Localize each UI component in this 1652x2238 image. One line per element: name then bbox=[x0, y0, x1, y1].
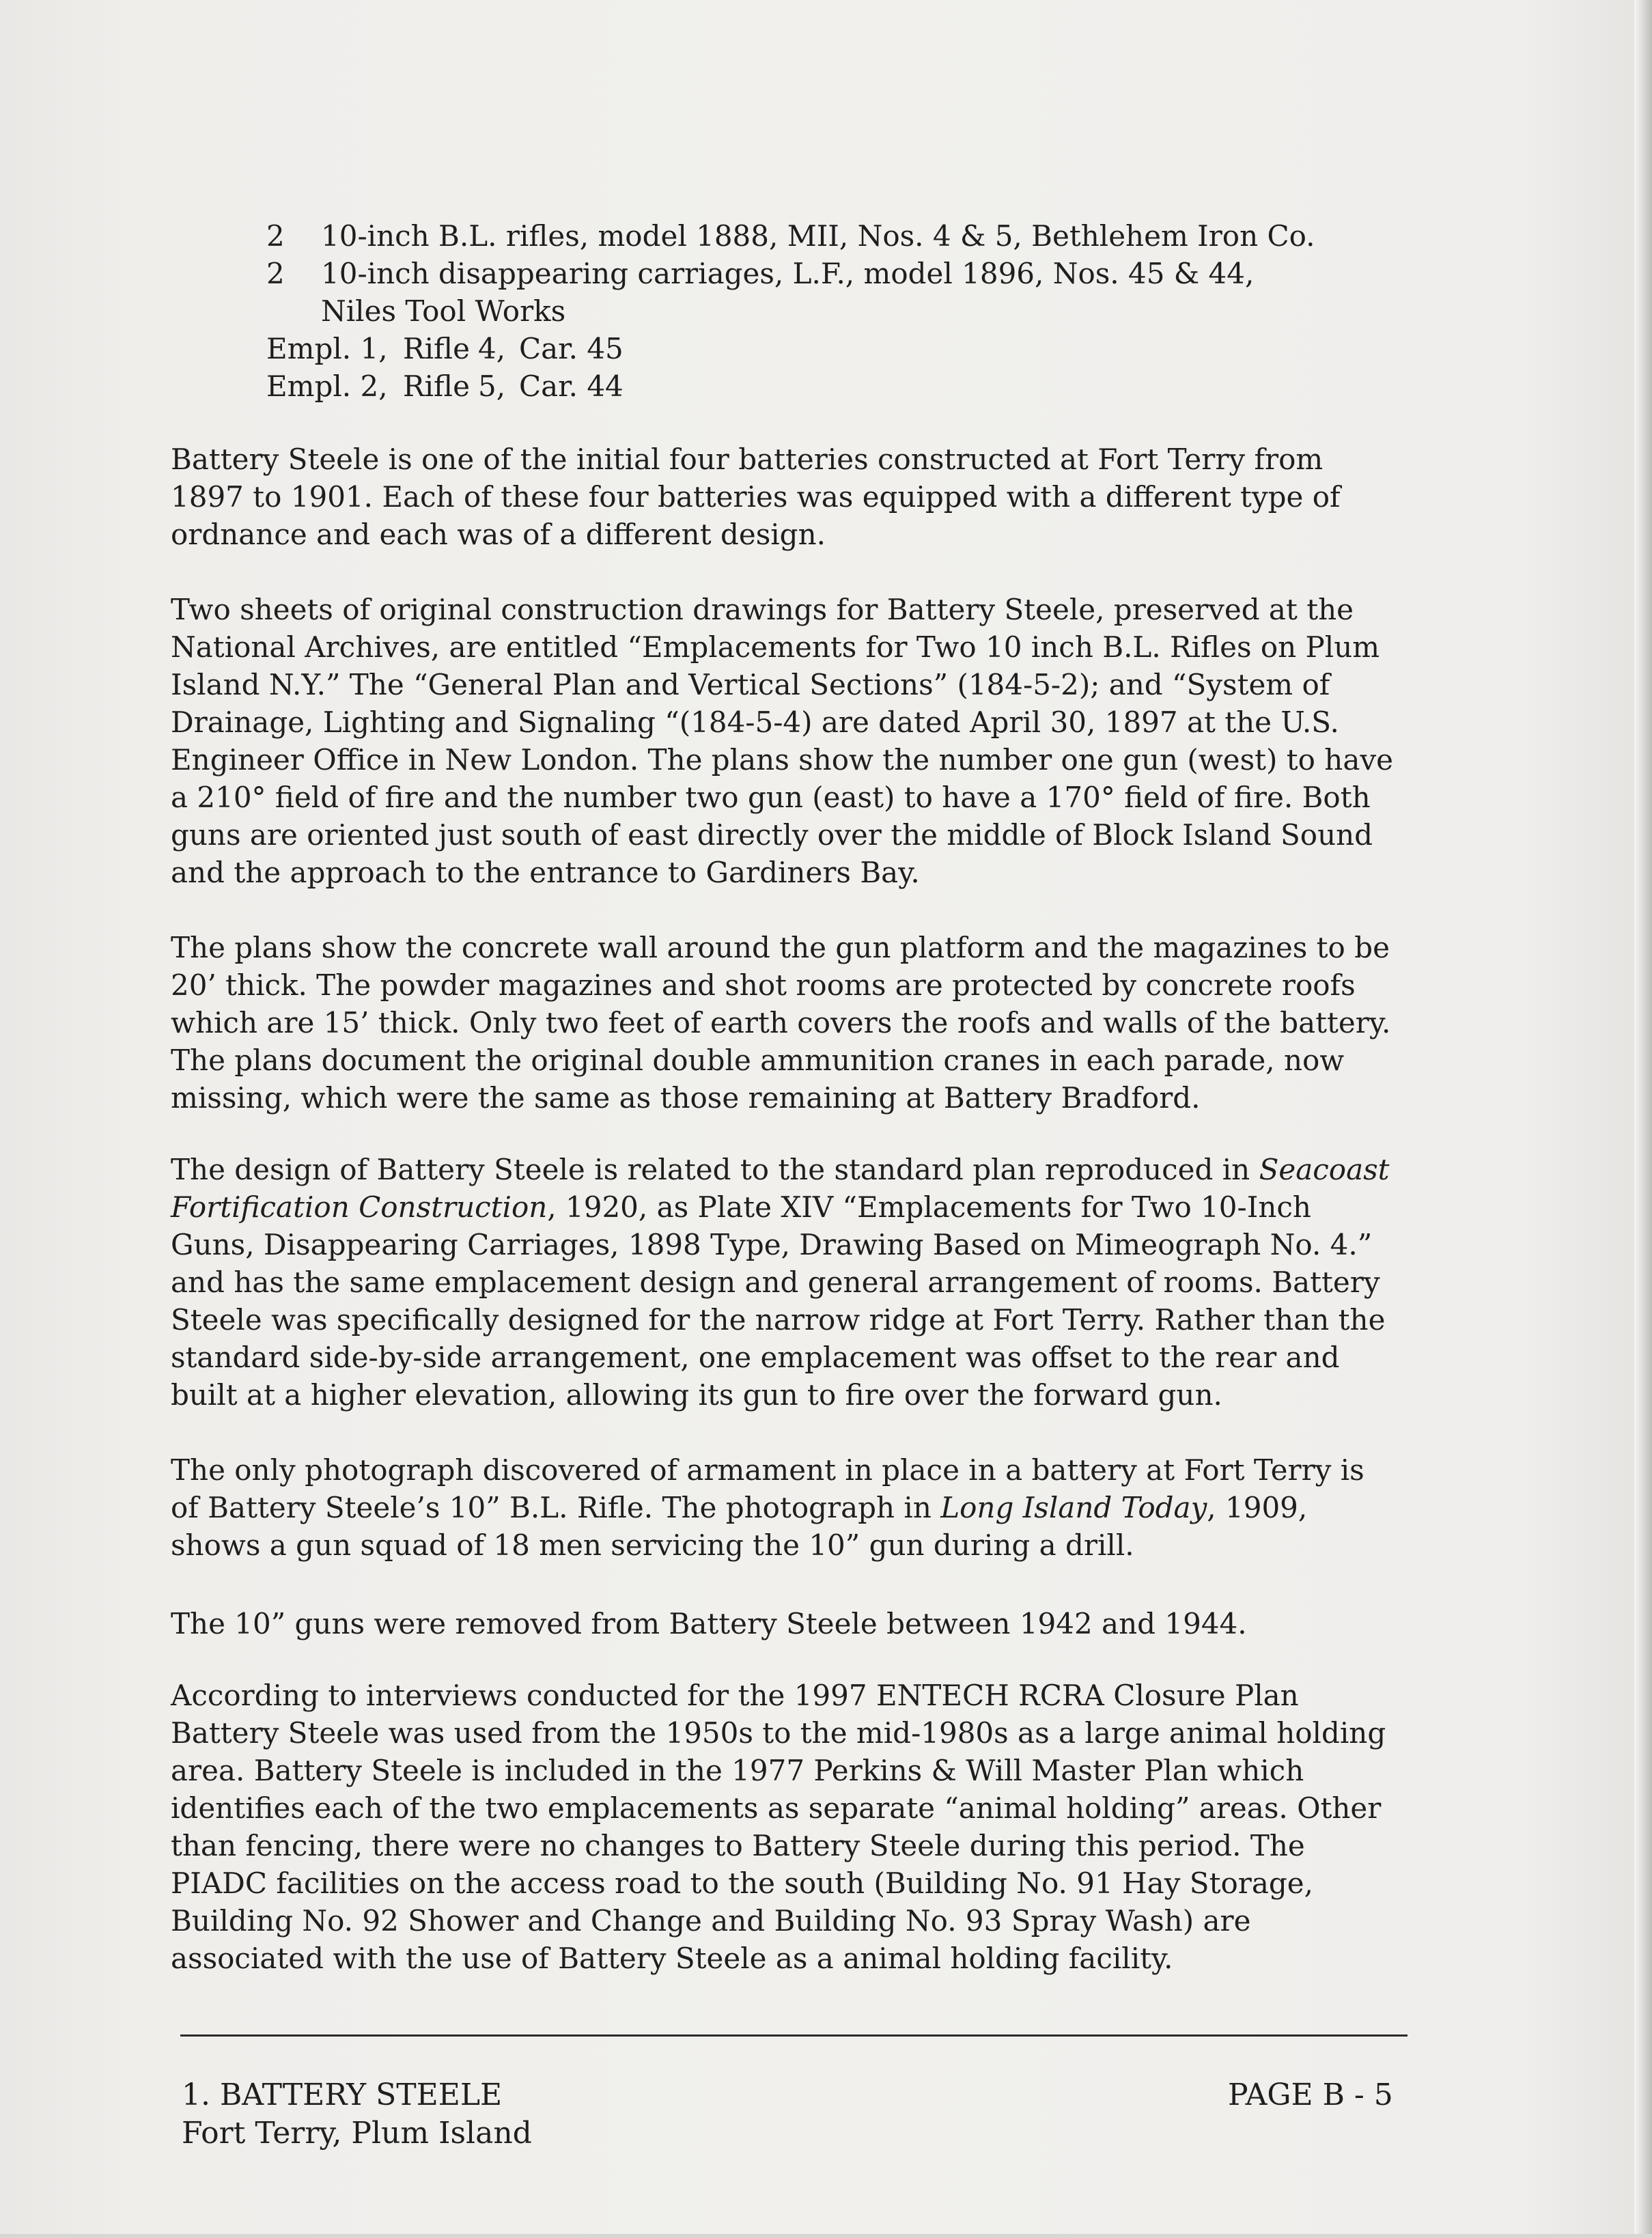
rifle-number: 5, bbox=[478, 369, 506, 403]
paragraph-text-b: , 1920, as Plate XIV “Emplacements for Two 10-Inch Guns, Disappearing Carriages, 1898 Type, Drawing Based on Mimeograph No. 4.” and has the same emplacement design and general arrangement of rooms. Battery Steele was specifically designed for the narrow ridge at Fort Terry. Rather than the standard side-by-side arrangement, one emplacement was offset to the rear and built at a higher elevation, allowing its gun to fire over the forward gun. bbox=[171, 1190, 1386, 1412]
emplacement-row bbox=[266, 330, 1427, 367]
page-number: PAGE B - 5 bbox=[1228, 2078, 1393, 2112]
publication-title: Long Island Today bbox=[940, 1491, 1207, 1524]
paragraph bbox=[171, 440, 1400, 553]
rifle-label: Rifle bbox=[403, 369, 470, 403]
emplacement-label: Empl. 2, bbox=[266, 369, 388, 403]
emplacement-row bbox=[266, 367, 1427, 405]
footer-section bbox=[182, 2076, 532, 2153]
paragraph bbox=[171, 1677, 1400, 1977]
publication-title: Seacoast Fortification Construction bbox=[171, 1153, 1390, 1224]
paragraph-text: According to interviews conducted for the 1997 ENTECH RCRA Closure Plan Battery Steele was used from the 1950s to the mid-1980s as a large animal holding area. Battery Steele is included in the 1977 Perkins & Will Master Plan which identifies each of the two emplacements as separate “animal holding” areas. Other than fencing, there were no changes to Battery Steele during this period. The PIADC facilities on the access road to the south (Building No. 91 Hay Storage, Building No. 92 Shower and Change and Building No. 93 Spray Wash) are associated with the use of Battery Steele as a animal holding facility. bbox=[171, 1679, 1386, 1975]
paragraph-text: The 10” guns were removed from Battery Steele between 1942 and 1944. bbox=[171, 1607, 1247, 1640]
paragraph-text bbox=[171, 1451, 1400, 1564]
footer-divider bbox=[180, 2034, 1408, 2037]
carriage-label: Car. 45 bbox=[519, 332, 624, 365]
emplacement-label: Empl. 1, bbox=[266, 332, 388, 365]
section-title: 1. BATTERY STEELE bbox=[182, 2078, 503, 2112]
armament-list bbox=[266, 217, 1427, 405]
paragraph-text bbox=[171, 1151, 1400, 1414]
list-item-count: 2 bbox=[266, 219, 285, 253]
page-bottom-edge bbox=[0, 2234, 1652, 2238]
paragraph bbox=[171, 591, 1400, 891]
paragraph-text-a: The only photograph discovered of armament in place in a battery at Fort Terry is of Battery Steele’s 10” B.L. Rifle. The photograph in bbox=[171, 1453, 1364, 1524]
rifle-label: Rifle bbox=[403, 332, 470, 365]
paragraph-text: The plans show the concrete wall around the gun platform and the magazines to be 20’ thick. The powder magazines and shot rooms are protected by concrete roofs which are 15’ thick. Only two feet of earth covers the roofs and walls of the battery. The plans document the original double ammunition cranes in each parade, now missing, which were the same as those remaining at Battery Bradford. bbox=[171, 931, 1391, 1115]
paragraph-text: Two sheets of original construction drawings for Battery Steele, preserved at the National Archives, are entitled “Emplacements for Two 10 inch B.L. Rifles on Plum Island N.Y.” The “General Plan and Vertical Sections” (184-5-2); and “System of Drainage, Lighting and Signaling “(184-5-4) are dated April 30, 1897 at the U.S. Engineer Office in New London. The plans show the number one gun (west) to have a 210° field of fire and the number two gun (east) to have a 170° field of fire. Both guns are oriented just south of east directly over the middle of Block Island Sound and the approach to the entrance to Gardiners Bay. bbox=[171, 593, 1393, 889]
paragraph bbox=[171, 1451, 1400, 1564]
carriage-label: Car. 44 bbox=[519, 369, 624, 403]
paragraph bbox=[171, 929, 1400, 1117]
list-item-text: Niles Tool Works bbox=[321, 294, 566, 328]
list-item bbox=[266, 292, 1427, 330]
paragraph bbox=[171, 1151, 1400, 1414]
list-item-text: 10-inch disappearing carriages, L.F., model 1896, Nos. 45 & 44, bbox=[321, 257, 1255, 290]
paragraph-text: Battery Steele is one of the initial four batteries constructed at Fort Terry from 1897 to 1901. Each of these four batteries was equipped with a different type of ordnance and each was of a different design. bbox=[171, 443, 1341, 551]
list-item-text: 10-inch B.L. rifles, model 1888, MII, Nos. 4 & 5, Bethlehem Iron Co. bbox=[321, 219, 1315, 253]
paragraph-text-b: , 1909, shows a gun squad of 18 men servicing the 10” gun during a drill. bbox=[171, 1491, 1308, 1562]
paragraph bbox=[171, 1605, 1400, 1642]
list-item-count: 2 bbox=[266, 257, 285, 290]
rifle-number: 4, bbox=[478, 332, 506, 365]
section-location: Fort Terry, Plum Island bbox=[182, 2116, 532, 2151]
paragraph-text-a: The design of Battery Steele is related to the standard plan reproduced in bbox=[171, 1153, 1259, 1186]
list-item bbox=[266, 217, 1427, 255]
page-edge bbox=[1634, 0, 1652, 2238]
list-item bbox=[266, 255, 1427, 292]
